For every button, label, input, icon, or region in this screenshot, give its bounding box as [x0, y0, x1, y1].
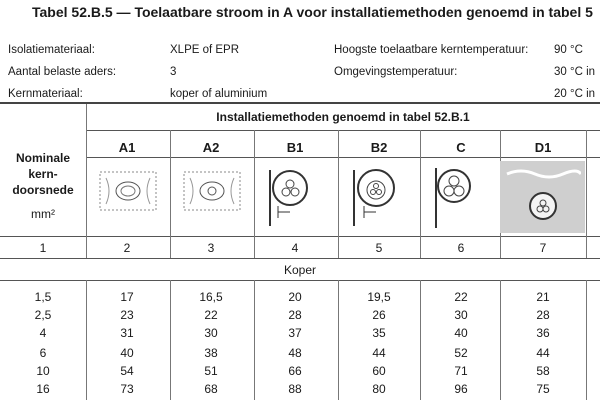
- cell-a2: 38: [204, 346, 218, 360]
- col-divider-d1-body: [586, 280, 587, 400]
- col-number-1: 1: [39, 241, 47, 255]
- cell-b2: 19,5: [367, 290, 391, 304]
- cell-a1: 23: [120, 308, 134, 322]
- col-header-d1: D1: [534, 140, 552, 155]
- loaded-cores-value: 3: [170, 66, 177, 78]
- cell-b2: 80: [372, 382, 386, 396]
- b1-method-diagram: [266, 166, 326, 228]
- methods-header: Installatiemethoden genoemd in tabel 52.B.1: [216, 110, 470, 124]
- cell-c: 30: [454, 308, 468, 322]
- cell-b1: 20: [288, 290, 302, 304]
- col-number-4: 4: [291, 241, 299, 255]
- col-number-2: 2: [123, 241, 131, 255]
- column-number-rule: [0, 258, 600, 259]
- size-unit: mm²: [31, 207, 55, 221]
- col-header-b1: B1: [286, 140, 304, 155]
- ambient-temp-label: Omgevingstemperatuur:: [334, 66, 458, 78]
- cell-b2: 35: [372, 326, 386, 340]
- size-header-line-3: doorsnede: [12, 183, 74, 197]
- col-header-b2: B2: [370, 140, 388, 155]
- core-material-label: Kernmateriaal:: [8, 88, 83, 100]
- col-divider-d1: [586, 130, 587, 258]
- col-header-a2: A2: [202, 140, 220, 155]
- cell-b1: 48: [288, 346, 302, 360]
- cell-a2: 51: [204, 364, 218, 378]
- cell-a1: 73: [120, 382, 134, 396]
- ambient-temp-value-2: 20 °C in: [554, 88, 596, 100]
- row-size: 10: [36, 364, 50, 378]
- cell-a1: 54: [120, 364, 134, 378]
- cell-a2: 16,5: [199, 290, 223, 304]
- core-material-value: koper of aluminium: [170, 88, 268, 100]
- cell-b1: 28: [288, 308, 302, 322]
- row-size: 2,5: [34, 308, 52, 322]
- col-header-c: C: [456, 140, 466, 155]
- col-number-7: 7: [539, 241, 547, 255]
- cell-c: 52: [454, 346, 468, 360]
- row-size: 4: [39, 326, 47, 340]
- a1-method-diagram: [98, 166, 158, 228]
- col-header-a1: A1: [118, 140, 136, 155]
- cell-d1: 21: [536, 290, 550, 304]
- col-number-3: 3: [207, 241, 215, 255]
- cell-a2: 30: [204, 326, 218, 340]
- max-temp-value: 90 °C: [554, 44, 583, 56]
- a2-method-diagram: [182, 166, 242, 228]
- methods-header-rule: [86, 130, 600, 131]
- row-size: 16: [36, 382, 50, 396]
- col-number-6: 6: [457, 241, 465, 255]
- cell-d1: 75: [536, 382, 550, 396]
- row-size: 1,5: [34, 290, 52, 304]
- cell-b2: 44: [372, 346, 386, 360]
- c-method-diagram: [432, 166, 492, 228]
- cell-a2: 22: [204, 308, 218, 322]
- cell-a1: 40: [120, 346, 134, 360]
- cell-b1: 66: [288, 364, 302, 378]
- cell-d1: 36: [536, 326, 550, 340]
- cell-c: 22: [454, 290, 468, 304]
- cell-b1: 88: [288, 382, 302, 396]
- table-top-rule: [0, 102, 600, 104]
- cell-a1: 17: [120, 290, 134, 304]
- isolation-value: XLPE of EPR: [170, 44, 240, 56]
- first-column-divider: [86, 104, 87, 258]
- row-size: 6: [39, 346, 47, 360]
- max-temp-label: Hoogste toelaatbare kerntemperatuur:: [334, 44, 529, 56]
- column-label-rule: [86, 157, 600, 158]
- diagram-row-rule: [0, 236, 600, 237]
- col-number-5: 5: [375, 241, 383, 255]
- isolation-label: Isolatiemateriaal:: [8, 44, 95, 56]
- size-header-line-2: kern-: [28, 167, 58, 181]
- ambient-temp-value-1: 30 °C in: [554, 66, 596, 78]
- cell-b1: 37: [288, 326, 302, 340]
- cell-b2: 26: [372, 308, 386, 322]
- b2-method-diagram: [350, 166, 410, 228]
- cell-c: 40: [454, 326, 468, 340]
- cell-d1: 58: [536, 364, 550, 378]
- cell-c: 71: [454, 364, 468, 378]
- size-column-header: [0, 150, 86, 198]
- material-heading: Koper: [283, 263, 317, 277]
- d1-method-diagram: [505, 166, 581, 230]
- cell-a2: 68: [204, 382, 218, 396]
- cell-d1: 28: [536, 308, 550, 322]
- cell-a1: 31: [120, 326, 134, 340]
- table-title: Tabel 52.B.5 — Toelaatbare stroom in A voor installatiemethoden genoemd in tabel 5: [32, 4, 593, 20]
- cell-c: 96: [454, 382, 468, 396]
- size-header-line-1: Nominale: [15, 151, 70, 165]
- material-row-rule: [0, 280, 600, 281]
- loaded-cores-label: Aantal belaste aders:: [8, 66, 117, 78]
- cell-d1: 44: [536, 346, 550, 360]
- cell-b2: 60: [372, 364, 386, 378]
